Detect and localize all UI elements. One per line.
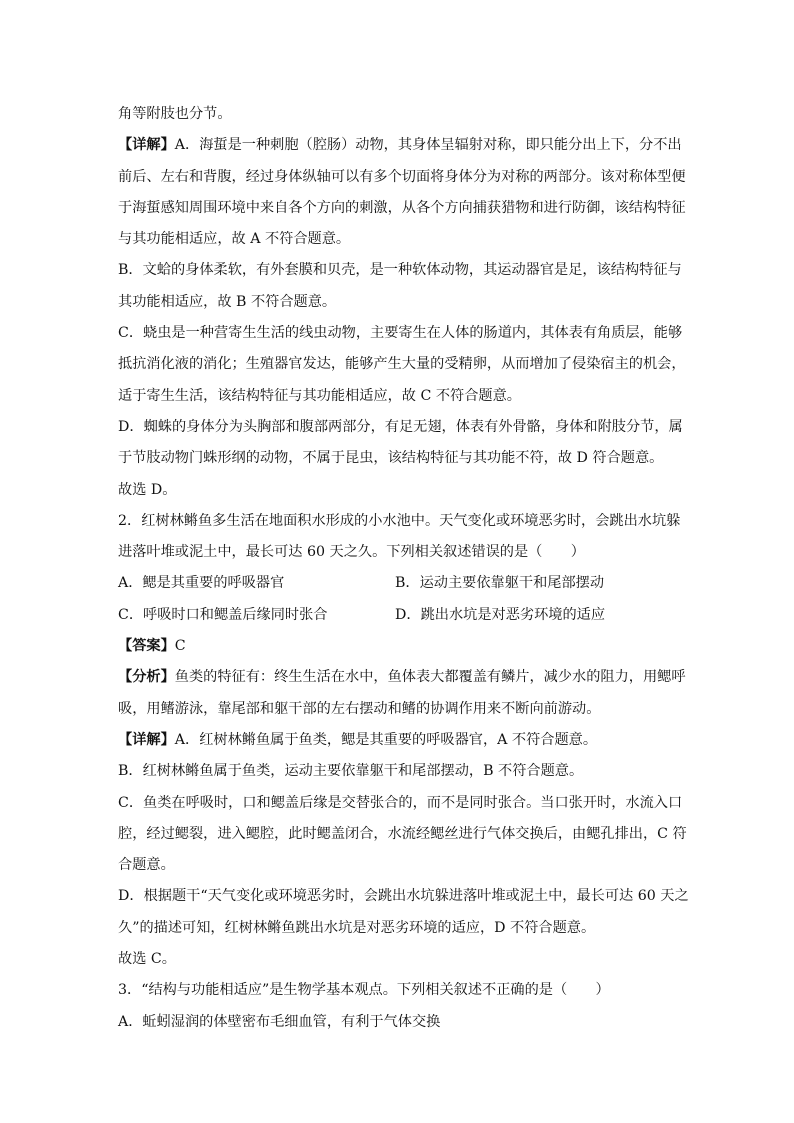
text-segment: 角等附肢也分节。 [118, 106, 232, 122]
text-segment: D．蜘蛛的身体分为头胸部和腹部两部分，有足无翅，体表有外骨骼，身体和附肢分节，属 [118, 418, 683, 435]
text-line [118, 162, 684, 193]
text-segment: 适于寄生生活，该结构特征与其功能相适应，故 C 不符合题意。 [118, 387, 521, 404]
text-segment: 合题意。 [118, 857, 175, 874]
text-line [118, 99, 684, 130]
text-line [118, 224, 684, 255]
text-segment: A．蚯蚓湿润的体壁密布毛细血管，有利于气体交换 [118, 1013, 441, 1030]
text-line [118, 631, 684, 662]
text-line [118, 725, 684, 756]
text-line [118, 318, 684, 349]
text-line [118, 412, 684, 443]
text-line [118, 756, 684, 787]
text-segment: 腔，经过鳃裂，进入鳃腔，此时鳃盖闭合，水流经鳃丝进行气体交换后，由鳃孔排出，C 符 [118, 825, 687, 842]
text-line [118, 850, 684, 881]
answer-option: A．鳃是其重要的呼吸器官 [118, 575, 285, 592]
text-line [118, 881, 689, 912]
text-line [118, 788, 684, 819]
text-segment: B．红树林鳉鱼属于鱼类，运动主要依靠躯干和尾部摆动，B 不符合题意。 [118, 763, 584, 780]
text-line [118, 913, 684, 944]
text-segment: 鱼类的特征有：终生生活在水中，鱼体表大都覆盖有鳞片，减少水的阻力，用鳃呼 [174, 669, 686, 686]
text-line [118, 537, 684, 568]
text-segment: 进落叶堆或泥土中，最长可达 60 天之久。下列相关叙述错误的是（ ） [118, 544, 585, 561]
section-label: 【分析】 [118, 669, 175, 686]
text-segment: C [174, 638, 186, 655]
answer-options-row [118, 600, 684, 631]
text-line [118, 443, 684, 474]
text-line [118, 506, 684, 537]
text-segment: 与其功能相适应，故 A 不符合题意。 [118, 231, 351, 248]
text-segment: 3．“结构与功能相适应”是生物学基本观点。下列相关叙述不正确的是（ ） [118, 982, 610, 999]
text-segment: 故选 D。 [118, 481, 177, 498]
text-segment: 前后、左右和背腹，经过身体纵轴可以有多个切面将身体分为对称的两部分。该对称体型便 [118, 168, 686, 185]
text-line [118, 475, 684, 506]
text-line [118, 130, 684, 161]
text-segment: 于节肢动物门蛛形纲的动物，不属于昆虫，该结构特征与其功能不符，故 D 符合题意。 [118, 450, 664, 467]
text-segment: 于海蜇感知周围环境中来自各个方向的刺激，从各个方向捕获猎物和进行防御，该结构特征 [118, 199, 686, 216]
text-segment: A．海蜇是一种刺胞（腔肠）动物，其身体呈辐射对称，即只能分出上下，分不出 [174, 137, 682, 154]
document-body [118, 99, 689, 1038]
text-segment: A．红树林鳉鱼属于鱼类，鳃是其重要的呼吸器官，A 不符合题意。 [174, 731, 598, 748]
text-line [118, 381, 684, 412]
text-line [118, 694, 684, 725]
text-line [118, 662, 684, 693]
text-segment: 故选 C。 [118, 951, 176, 968]
text-line [118, 287, 684, 318]
answer-option: B．运动主要依靠躯干和尾部摆动 [395, 575, 605, 592]
answer-option: C．呼吸时口和鳃盖后缘同时张合 [118, 606, 328, 623]
text-segment: 久”的描述可知，红树林鳉鱼跳出水坑是对恶劣环境的适应，D 不符合题意。 [118, 919, 596, 936]
text-line [118, 255, 684, 286]
section-label: 【详解】 [118, 137, 175, 154]
answer-options-row [118, 568, 684, 599]
text-segment: B．文蛤的身体柔软，有外套膜和贝壳，是一种软体动物，其运动器官是足，该结构特征与 [118, 262, 682, 279]
section-label: 【答案】 [118, 638, 175, 655]
text-segment: 抵抗消化液的消化；生殖器官发达，能够产生大量的受精卵，从而增加了侵染宿主的机会， [118, 356, 686, 373]
text-segment: 2．红树林鳉鱼多生活在地面积水形成的小水池中。天气变化或环境恶劣时，会跳出水坑躲 [118, 512, 681, 529]
text-line [118, 349, 684, 380]
answer-option: D．跳出水坑是对恶劣环境的适应 [395, 606, 606, 623]
text-line [118, 819, 687, 850]
text-segment: C．鱼类在呼吸时，口和鳃盖后缘是交替张合的，而不是同时张合。当口张开时，水流入口 [118, 794, 683, 811]
section-label: 【详解】 [118, 731, 175, 748]
text-segment: C．蛲虫是一种营寄生生活的线虫动物，主要寄生在人体的肠道内，其体表有角质层，能够 [118, 325, 683, 342]
text-segment: D．根据题干“天气变化或环境恶劣时，会跳出水坑躲进落叶堆或泥土中，最长可达 60 天之 [118, 888, 689, 905]
text-segment: 其功能相适应，故 B 不符合题意。 [118, 293, 337, 310]
text-line [118, 193, 684, 224]
text-segment: 吸，用鳍游泳，靠尾部和躯干部的左右摆动和鳍的协调作用来不断向前游动。 [118, 700, 601, 717]
text-line [118, 975, 684, 1006]
text-line [118, 1007, 684, 1038]
text-line [118, 944, 684, 975]
